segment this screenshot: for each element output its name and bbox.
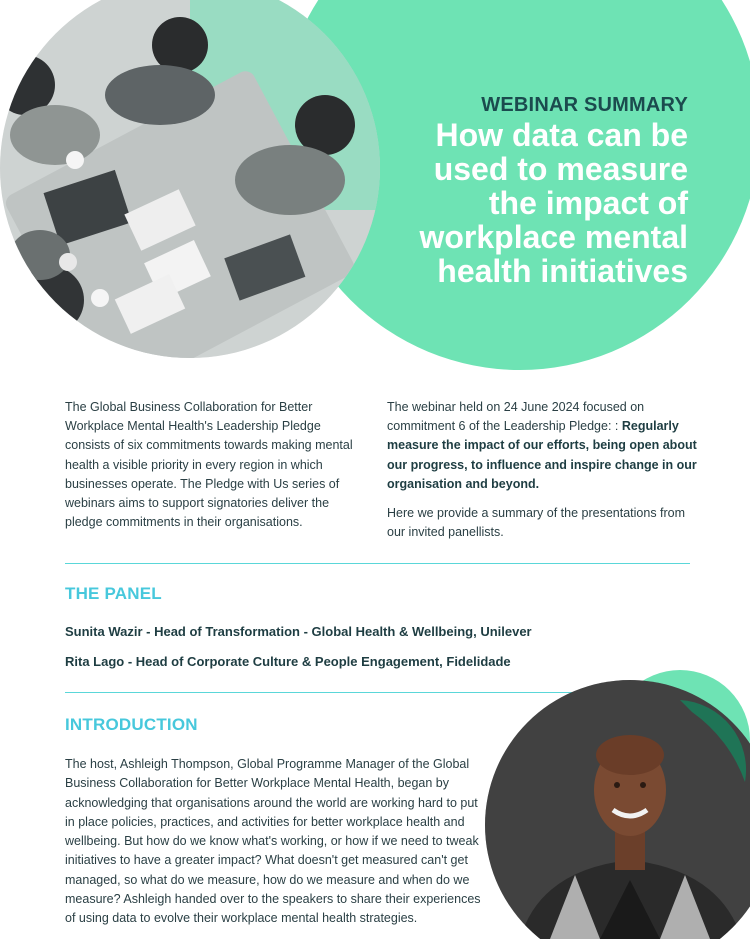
- panelist-item: Sunita Wazir - Head of Transformation - Global Health & Wellbeing, Unilever: [65, 624, 532, 639]
- title-line: health initiatives: [437, 253, 688, 289]
- intro-paragraph: The Global Business Collaboration for Better Workplace Mental Health's Leadership Pledge consists of six commitments towards making mental health a visible priority in every region in which businesses operate. The Pledge with Us series of webinars aims to support signatories deliver the pledge commitments in their organisations.: [65, 400, 353, 530]
- intro-column-left: [65, 398, 365, 542]
- introduction-heading: INTRODUCTION: [65, 715, 198, 734]
- webinar-lead-text: The webinar held on 24 June 2024 focused on commitment 6 of the Leadership Pledge: :: [387, 400, 645, 434]
- hero-banner: [0, 0, 750, 380]
- intro-column-right: [387, 398, 697, 552]
- panel-heading: THE PANEL: [65, 584, 162, 603]
- title-line: used to measure: [433, 151, 688, 187]
- panelist-item: Rita Lago - Head of Corporate Culture & People Engagement, Fidelidade: [65, 654, 511, 669]
- introduction-body: The host, Ashleigh Thompson, Global Programme Manager of the Global Business Collaboration for Better Workplace Mental Health, began by acknowledging that organisations around the world are working hard to put in place policies, practices, and activities for better workplace health and wellbeing. But how do we know what's working, or how if we need to tweak initiatives to have a greater impact? What doesn't get measured can't get managed, so what do we measure, how do we measure and when do we measure? Ashleigh handed over to the speakers to share their experiences of using data to evolve their workplace mental health strategies.: [65, 757, 481, 926]
- page-title: [358, 118, 688, 288]
- title-line: workplace mental: [419, 219, 688, 255]
- title-line: How data can be: [435, 117, 688, 153]
- eyebrow-label: WEBINAR SUMMARY: [481, 94, 688, 116]
- section-divider: [65, 563, 690, 564]
- title-line: the impact of: [488, 185, 688, 221]
- speaker-portrait: [480, 670, 750, 939]
- summary-note: Here we provide a summary of the presentations from our invited panellists.: [387, 506, 686, 540]
- commitment-statement: Regularly measure the impact of our efforts, being open about our progress, to influence and inspire change in our organisation and beyond.: [387, 419, 697, 491]
- webinar-details: [387, 398, 697, 494]
